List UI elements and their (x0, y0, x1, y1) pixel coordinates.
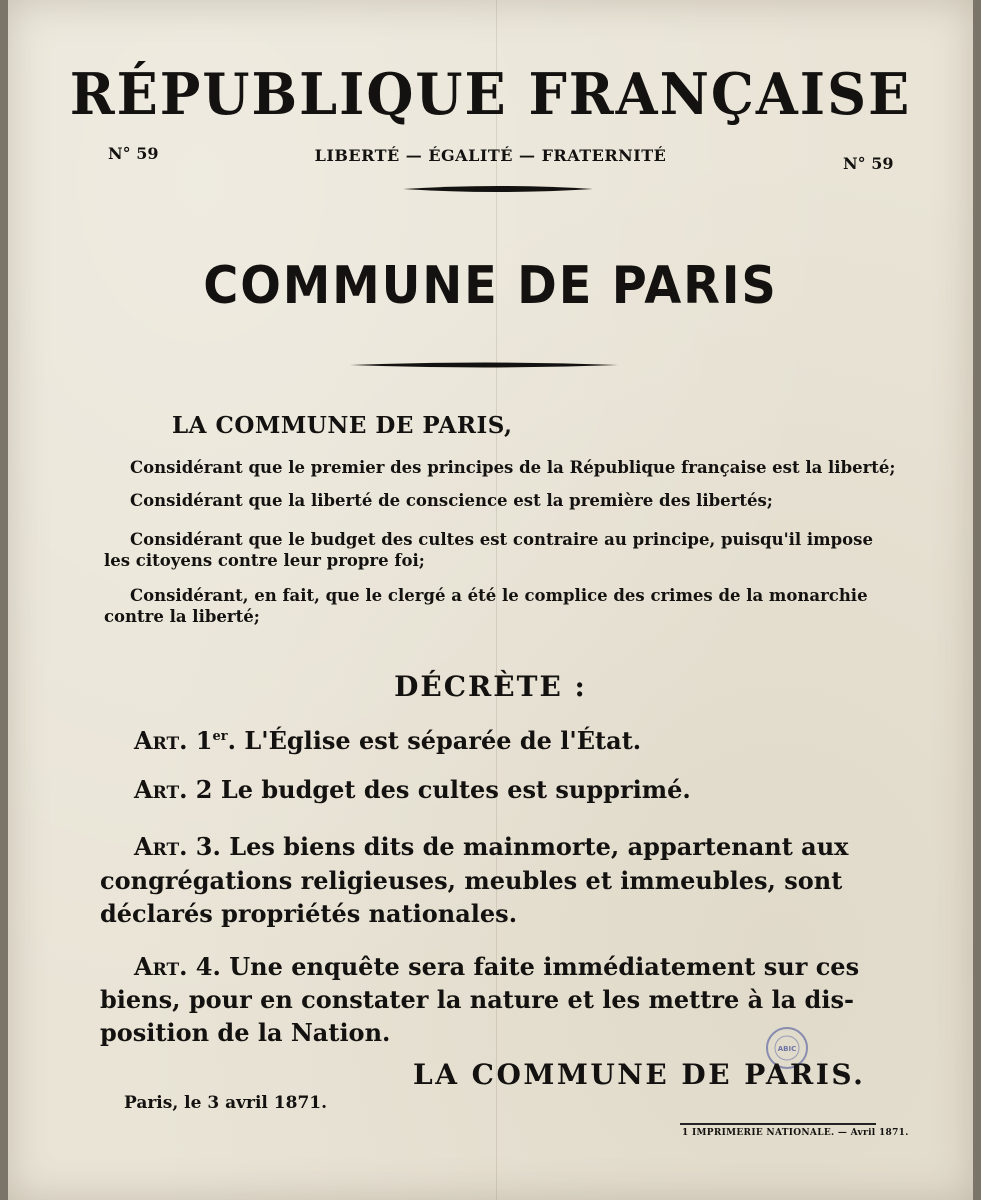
commune-title: COMMUNE DE PARIS (203, 256, 778, 316)
date-line: Paris, le 3 avril 1871. (124, 1093, 328, 1113)
poster-number-right: N° 59 (843, 154, 894, 173)
article-3-line-3: déclarés propriétés nationales. (100, 899, 518, 928)
article-3-text-line-1: Les biens dits de mainmorte, appartenant aux (220, 832, 849, 861)
considerant-line-3: Considérant que le budget des cultes est contraire au principe, puisqu'il impose (130, 530, 873, 549)
poster-number-left: N° 59 (108, 144, 159, 163)
article-3 (134, 832, 848, 861)
considerant-line-1: Considérant que le premier des principes de la République française est la liberté; (130, 458, 896, 477)
poster-sheet (8, 0, 973, 1200)
article-3-line-2: congrégations religieuses, meubles et immeubles, sont (100, 866, 843, 895)
middle-ornament-rule (350, 359, 618, 371)
article-2-text: Le budget des cultes est supprimé. (212, 775, 691, 804)
printer-imprint: 1 IMPRIMERIE NATIONALE. — Avril 1871. (682, 1128, 909, 1138)
national-motto: LIBERTÉ — ÉGALITÉ — FRATERNITÉ (314, 146, 667, 165)
article-1-superscript: er (212, 729, 228, 744)
considerant-line-4: Considérant, en fait, que le clergé a été le complice des crimes de la monarchie (130, 586, 868, 605)
considerant-line-3-cont: les citoyens contre leur propre foi; (104, 551, 425, 570)
considerant-line-4-cont: contre la liberté; (104, 607, 260, 626)
article-4 (134, 952, 859, 981)
article-1-text: . L'Église est séparée de l'État. (227, 726, 642, 755)
article-4-line-2: biens, pour en constater la nature et les mettre à la dis- (100, 985, 854, 1014)
preamble-heading: LA COMMUNE DE PARIS, (172, 412, 513, 439)
article-4-label: Art. 4. (134, 952, 221, 981)
article-3-label: Art. 3. (134, 832, 221, 861)
top-ornament-rule (403, 183, 593, 195)
decree-heading: DÉCRÈTE : (394, 670, 587, 703)
article-1-label: Art. 1 (134, 726, 213, 755)
stamp-text: ABIC (777, 1045, 797, 1053)
considerant-line-2: Considérant que la liberté de conscience est la première des libertés; (130, 491, 773, 510)
article-4-text-line-1: Une enquête sera faite immédiatement sur ces (220, 952, 860, 981)
republic-title: RÉPUBLIQUE FRANÇAISE (69, 60, 912, 128)
printer-rule (680, 1123, 876, 1125)
article-4-line-3: position de la Nation. (100, 1018, 391, 1047)
article-2-label: Art. 2 (134, 775, 213, 804)
signature: LA COMMUNE DE PARIS. (413, 1058, 866, 1091)
article-1 (134, 726, 641, 755)
article-2 (134, 775, 691, 804)
